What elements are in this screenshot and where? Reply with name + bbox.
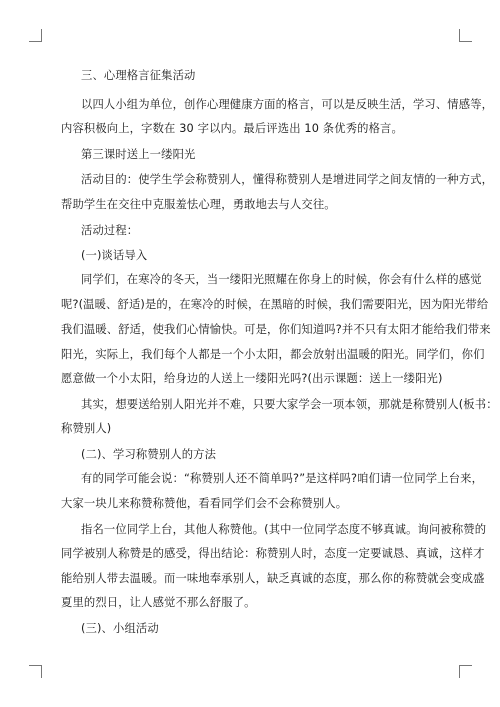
subsection-heading-intro: (一)谈话导入 [81,249,148,262]
paragraph-line: 能给别人带去温暖。而一味地奉承别人，缺乏真诚的态度，那么你的称赞就会变成盛 [61,572,485,585]
paragraph-line: 以四人小组为单位，创作心理健康方面的格言，可以是反映生活，学习、情感等， [81,98,494,111]
paragraph-line: 愿意做一个小太阳，给身边的人送上一缕阳光吗?(出示课题：送上一缕阳光) [61,372,443,385]
crop-mark-bottom-left [29,665,42,678]
paragraph-line: 有的同学可能会说：“称赞别人还不简单吗?”是这样吗?咱们请一位同学上台来， [81,472,484,485]
crop-mark-bottom-right [459,665,472,678]
subsection-heading-group-activity: (三)、小组活动 [81,622,159,635]
paragraph-line: 内容积极向上，字数在 30 字以内。最后评选出 10 条优秀的格言。 [61,122,403,135]
activity-process-label: 活动过程： [81,224,139,237]
subsection-heading-methods: (二)、学习称赞别人的方法 [81,448,217,461]
paragraph-line: 指名一位同学上台，其他人称赞他。(其中一位同学态度不够真诚。询问被称赞的 [81,523,487,536]
paragraph-line: 呢?(温暖、舒适)是的，在寒冷的时候，在黑暗的时候，我们需要阳光，因为阳光带给 [61,298,489,311]
paragraph-line: 其实，想要送给别人阳光并不难，只要大家学会一项本领，那就是称赞别人(板书： [81,398,498,411]
paragraph-line: 我们温暖、舒适，使我们心情愉快。可是，你们知道吗?并不只有太阳才能给我们带来 [61,323,491,336]
crop-mark-top-right [459,29,472,42]
lesson-heading: 第三课时送上一缕阳光 [81,148,196,161]
paragraph-line: 大家一块儿来称赞称赞他，看看同学们会不会称赞别人。 [61,497,348,510]
paragraph-line: 帮助学生在交往中克服羞怯心理，勇敢地去与人交往。 [61,198,336,211]
paragraph-line: 活动目的：使学生学会称赞别人，懂得称赞别人是增进同学之间友情的一种方式， [81,173,494,186]
paragraph-line: 称赞别人) [61,422,112,435]
paragraph-line: 同学被别人称赞是的感受，得出结论：称赞别人时，态度一定要诚恳、真诚，这样才 [61,547,485,560]
paragraph-line: 阳光，实际上，我们每个人都是一个小太阳，都会放射出温暖的阳光。同学们，你们 [61,348,485,361]
crop-mark-top-left [29,29,42,42]
section-heading-mental-motto: 三、心理格言征集活动 [81,69,196,82]
paragraph-line: 夏里的烈日，让人感觉不那么舒服了。 [61,596,256,609]
paragraph-line: 同学们，在寒冷的冬天，当一缕阳光照耀在你身上的时候，你会有什么样的感觉 [81,273,482,286]
